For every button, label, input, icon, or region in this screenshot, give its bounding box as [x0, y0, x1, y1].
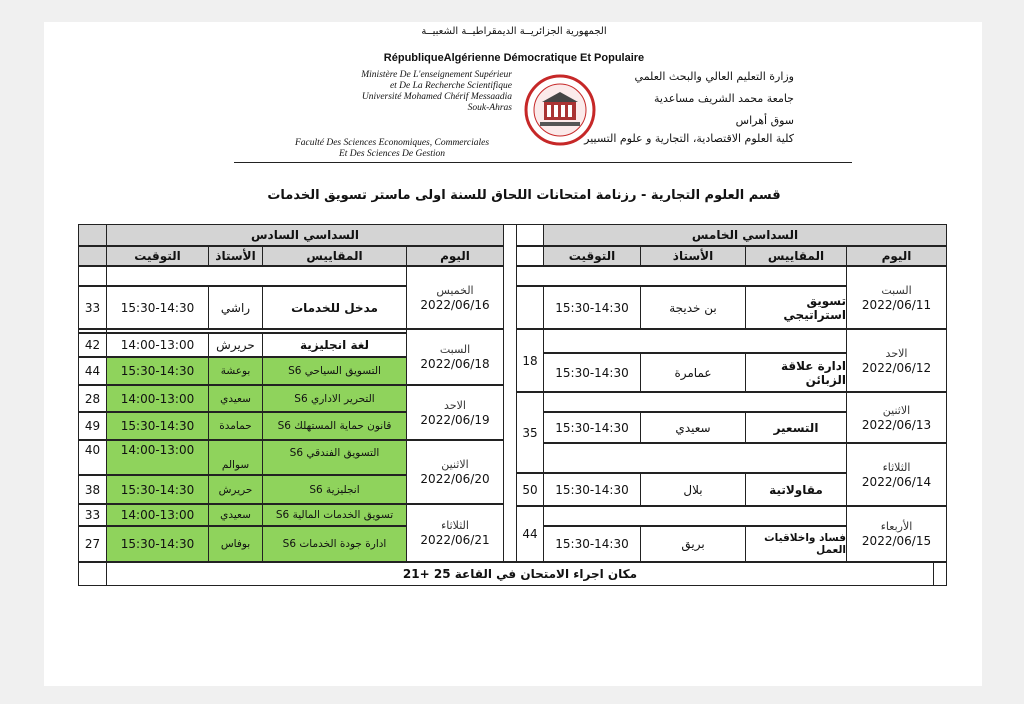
right-exam-subject: فساد واخلاقيات العمل — [745, 526, 847, 562]
republic-arabic: الجمهورية الجزائريــة الديمقراطيــة الشعبيــة — [421, 26, 607, 37]
left-exam-time: 14:00-13:00 — [106, 440, 209, 475]
day-date: 2022/06/19 — [420, 412, 490, 427]
right-header-time: التوقيت — [543, 246, 641, 266]
left-header-day: اليوم — [406, 246, 504, 266]
left-exam-prof: راشي — [208, 286, 263, 329]
left-exam-prof: سعيدي — [208, 385, 263, 412]
ministry-arabic — [604, 66, 794, 132]
left-exam-count: 28 — [78, 385, 107, 412]
footer-right-blank — [933, 562, 947, 586]
right-exam-subject: ادارة علاقة الزبائن — [745, 353, 847, 392]
left-day-cell — [406, 329, 504, 385]
right-header-count — [516, 246, 544, 266]
right-exam-subject: التسعير — [745, 412, 847, 443]
right-exam-prof: بن خديجة — [640, 286, 746, 329]
left-exam-subject: قانون حماية المستهلك S6 — [262, 412, 407, 440]
left-header-count — [78, 246, 107, 266]
day-name: الأربعاء — [880, 520, 913, 533]
right-exam-time: 15:30-14:30 — [543, 412, 641, 443]
right-header-day: اليوم — [846, 246, 947, 266]
left-exam-time: 14:00-13:00 — [106, 504, 209, 526]
right-exam-count: 50 — [516, 473, 544, 506]
left-exam-subject: انجليزية S6 — [262, 475, 407, 504]
faculty-arabic: كلية العلوم الاقتصادية، التجارية و علوم التسيير — [584, 132, 794, 145]
left-day-cell — [406, 504, 504, 562]
day-name: الاثنين — [882, 403, 911, 417]
left-exam-count: 42 — [78, 333, 107, 357]
left-exam-time: 14:00-13:00 — [106, 385, 209, 412]
left-header-prof: الأستاذ — [208, 246, 263, 266]
right-exam-subject: مقاولاتية — [745, 473, 847, 506]
left-exam-count: 27 — [78, 526, 107, 562]
day-date: 2022/06/20 — [420, 472, 490, 486]
ar-line: جامعة محمد الشريف مساعدية — [654, 92, 794, 105]
day-date: 2022/06/11 — [861, 297, 932, 312]
day-name: الثلاثاء — [441, 519, 469, 532]
faculty-french — [272, 138, 512, 160]
right-exam-time: 15:30-14:30 — [543, 286, 641, 329]
left-exam-count: 40 — [78, 440, 107, 475]
right-count-header — [516, 224, 544, 246]
left-exam-subject: ادارة جودة الخدمات S6 — [262, 526, 407, 562]
ar-line: وزارة التعليم العالي والبحث العلمي — [634, 70, 794, 83]
left-semester-label: السداسي السادس — [106, 224, 504, 246]
header-divider — [234, 162, 852, 163]
left-exam-prof: بوفاس — [208, 526, 263, 562]
day-name: الثلاثاء — [882, 460, 911, 474]
right-exam-prof: عمامرة — [640, 353, 746, 392]
day-date: 2022/06/16 — [420, 297, 490, 312]
day-name: الاحد — [885, 346, 908, 360]
left-exam-time: 15:30-14:30 — [106, 412, 209, 440]
left-exam-subject: التسويق الفندقي S6 — [262, 440, 407, 475]
left-day-cell — [406, 440, 504, 504]
left-count-header — [78, 224, 107, 246]
left-exam-time: 15:30-14:30 — [106, 526, 209, 562]
left-day-cell — [406, 266, 504, 329]
right-day-cell — [846, 506, 947, 562]
right-exam-time: 15:30-14:30 — [543, 526, 641, 562]
day-date: 2022/06/18 — [420, 357, 490, 371]
schedule-title: قسم العلوم التجارية - رزنامة امتحانات اللحاق للسنة اولى ماستر تسويق الخدمات — [267, 188, 781, 203]
table-separator — [503, 224, 517, 562]
fr-line: Souk-Ahras — [467, 103, 512, 113]
left-exam-time: 15:30-14:30 — [106, 357, 209, 385]
right-day-cell — [846, 329, 947, 392]
right-day-cell — [846, 443, 947, 506]
republic-french: RépubliqueAlgérienne Démocratique Et Populaire — [383, 52, 645, 64]
day-name: الاثنين — [441, 458, 469, 471]
fr-faculty-line: Faculté Des Sciences Economiques, Commerciales — [294, 138, 490, 148]
left-exam-subject: مدخل للخدمات — [262, 286, 407, 329]
fr-line: Université Mohamed Chérif Messaadia — [361, 92, 512, 102]
footer-left-blank — [78, 562, 107, 586]
left-blank-row — [106, 266, 407, 286]
right-exam-prof: سعيدي — [640, 412, 746, 443]
exam-location-note: مكان اجراء الامتحان في القاعة 25 +21 — [106, 562, 934, 586]
right-exam-time: 15:30-14:30 — [543, 473, 641, 506]
day-name: الاحد — [444, 398, 466, 412]
left-header-time: التوقيت — [106, 246, 209, 266]
right-blank-row — [543, 329, 847, 353]
left-exam-subject: تسويق الخدمات المالية S6 — [262, 504, 407, 526]
left-day-cell — [406, 385, 504, 440]
right-blank-row — [543, 506, 847, 526]
right-exam-count: 18 — [516, 329, 544, 392]
left-exam-time: 14:00-13:00 — [106, 333, 209, 357]
right-day-cell — [846, 266, 947, 329]
right-blank-row — [543, 392, 847, 412]
left-exam-count: 33 — [78, 504, 107, 526]
right-day-cell — [846, 392, 947, 443]
right-blank-row — [543, 443, 847, 473]
left-exam-prof: سوالم — [208, 440, 263, 475]
right-exam-count — [516, 286, 544, 329]
day-date: 2022/06/14 — [861, 474, 932, 489]
fr-line: et De La Recherche Scientifique — [389, 81, 512, 91]
left-exam-count: 49 — [78, 412, 107, 440]
fr-line: Ministère De L'enseignement Supérieur — [361, 70, 512, 80]
day-date: 2022/06/21 — [420, 533, 490, 547]
right-semester-label: السداسي الخامس — [543, 224, 947, 246]
day-date: 2022/06/12 — [861, 360, 932, 375]
left-exam-count: 44 — [78, 357, 107, 385]
left-exam-count: 33 — [78, 286, 107, 329]
fr-faculty-line: Et Des Sciences De Gestion — [338, 149, 446, 159]
left-exam-subject: التسويق السياحي S6 — [262, 357, 407, 385]
day-date: 2022/06/15 — [861, 534, 932, 548]
right-header-prof: الأستاذ — [640, 246, 746, 266]
right-exam-prof: بريق — [640, 526, 746, 562]
right-blank-row — [516, 266, 847, 286]
right-exam-time: 15:30-14:30 — [543, 353, 641, 392]
left-exam-subject: لغة انجليزية — [262, 333, 407, 357]
left-exam-time: 15:30-14:30 — [106, 475, 209, 504]
right-exam-subject: تسويق استراتيجي — [745, 286, 847, 329]
left-exam-prof: بوعشة — [208, 357, 263, 385]
right-header-subject: المقاييس — [745, 246, 847, 266]
left-exam-prof: حريرش — [208, 475, 263, 504]
day-name: السبت — [439, 343, 471, 356]
day-name: الخميس — [436, 283, 474, 297]
day-date: 2022/06/13 — [861, 417, 932, 432]
right-exam-count: 44 — [516, 506, 544, 562]
left-exam-prof: حمامدة — [208, 412, 263, 440]
day-name: السبت — [881, 283, 912, 297]
left-header-subject: المقاييس — [262, 246, 407, 266]
ministry-french — [272, 70, 512, 114]
left-exam-prof: سعيدي — [208, 504, 263, 526]
left-exam-subject: التحرير الاداري S6 — [262, 385, 407, 412]
left-exam-count: 38 — [78, 475, 107, 504]
right-exam-prof: بلال — [640, 473, 746, 506]
left-exam-time: 15:30-14:30 — [106, 286, 209, 329]
ar-line: سوق أهراس — [735, 114, 794, 127]
left-exam-prof: حريرش — [208, 333, 263, 357]
right-exam-count: 35 — [516, 392, 544, 473]
left-blank-count — [78, 266, 107, 286]
